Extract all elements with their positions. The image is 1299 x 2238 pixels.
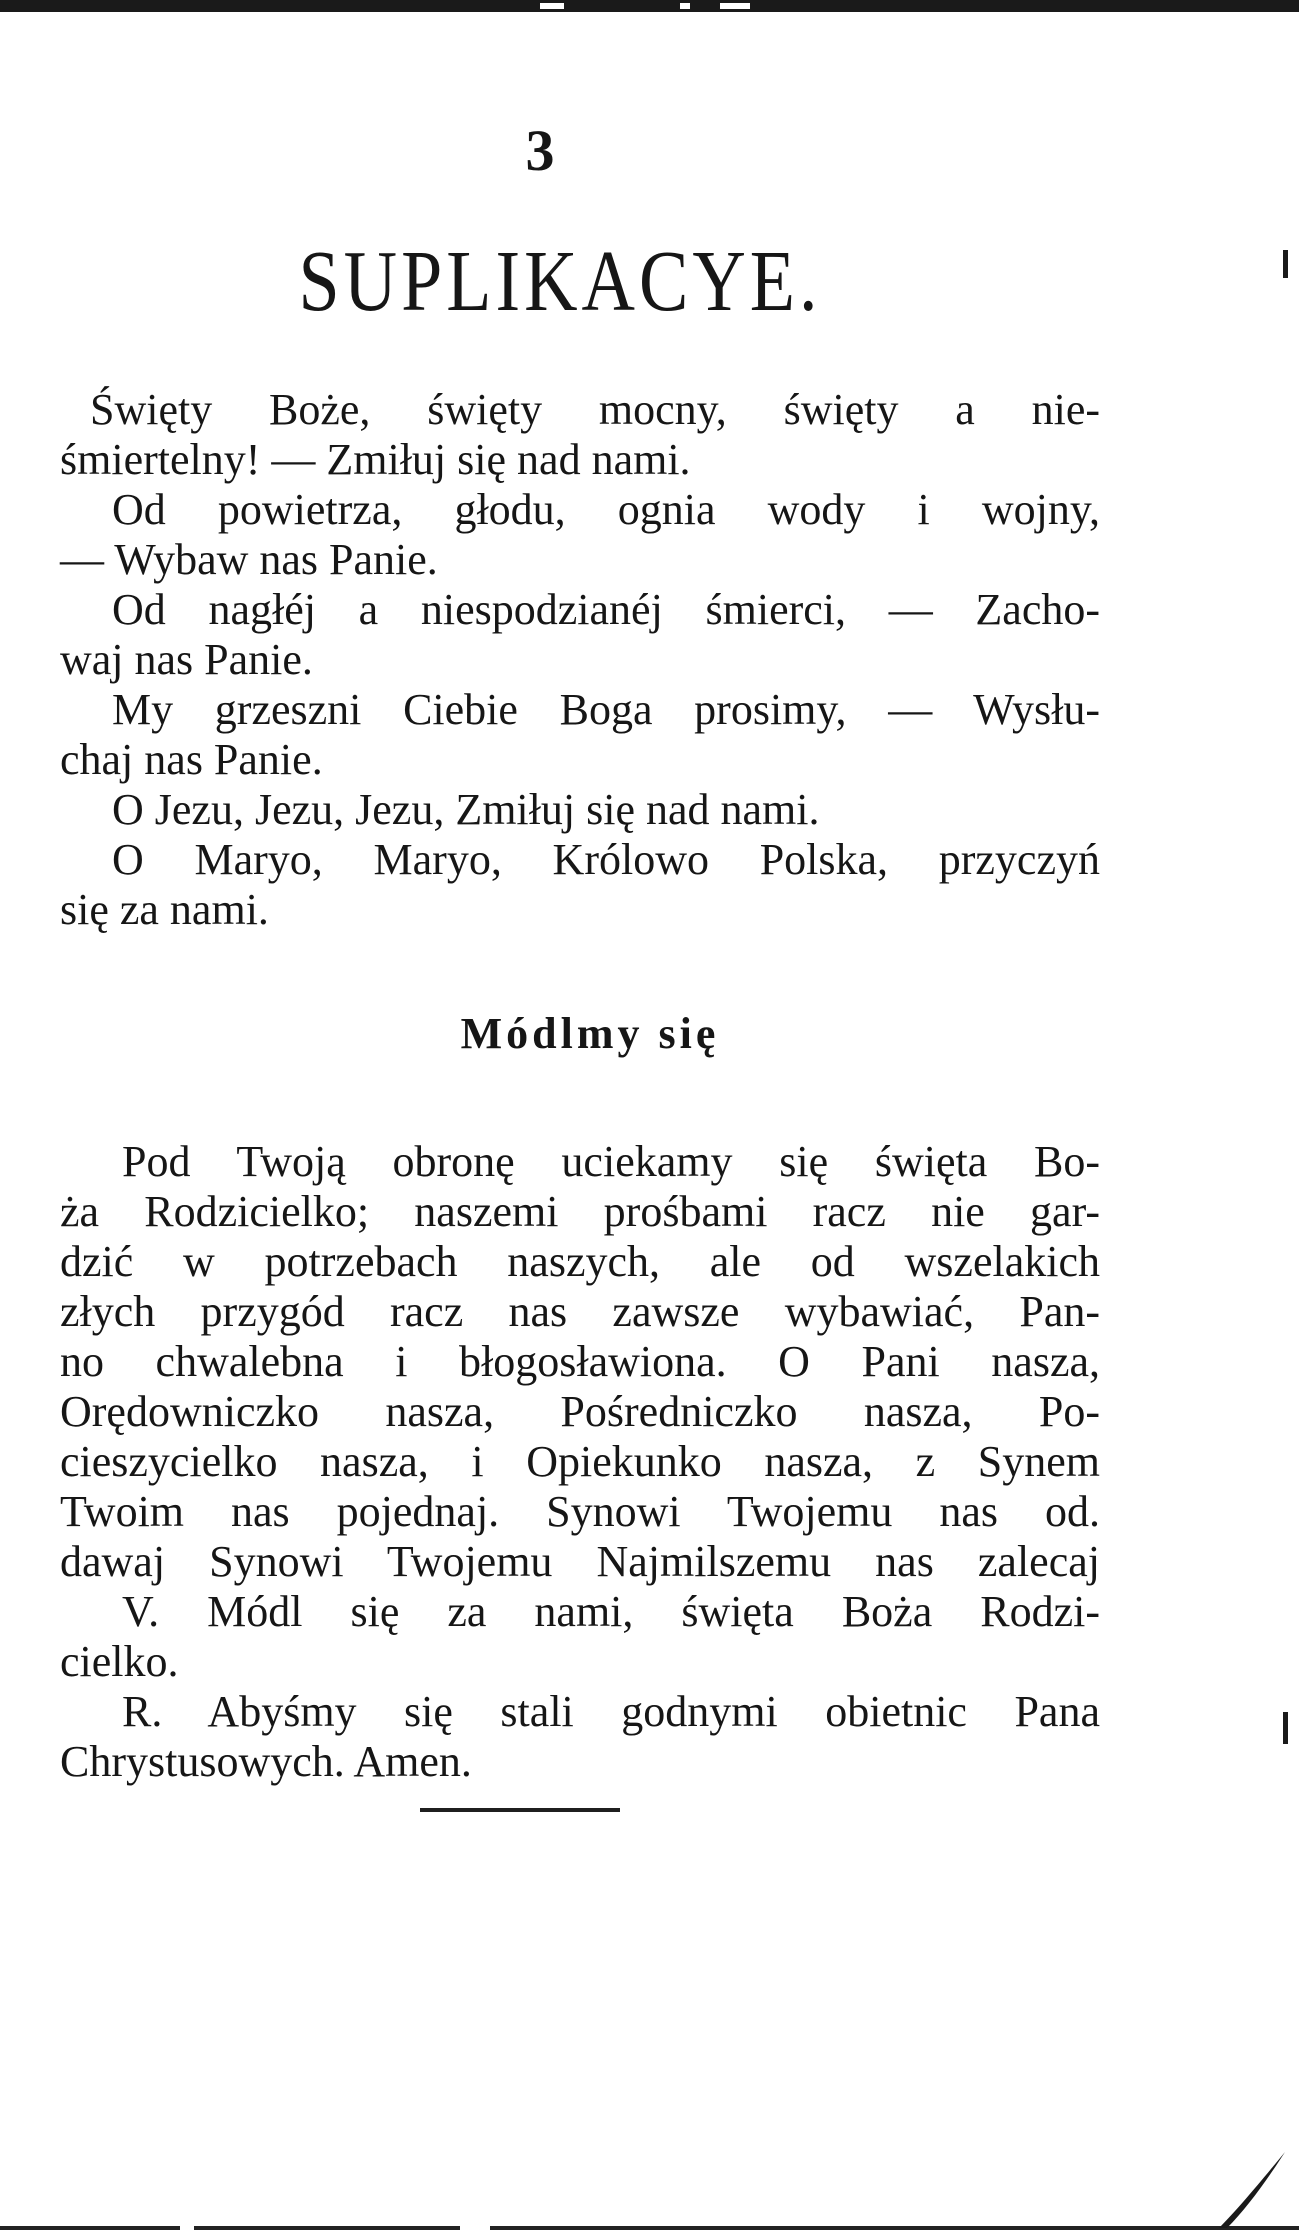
text-line: Od nagłéj a niespodzianéj śmierci, — Zacho- [112,585,1100,634]
margin-mark [1283,1712,1288,1744]
text-line: Od powietrza, głodu, ognia wody i wojny, [112,485,1100,534]
text-line: My grzeszni Ciebie Boga prosimy, — Wysłu- [112,685,1100,734]
text-line: się za nami. [60,885,269,934]
end-rule [420,1808,620,1812]
text-line: V. Módl się za nami, święta Boża Rodzi- [122,1587,1100,1636]
text-line: R. Abyśmy się stali godnymi obietnic Pana [122,1687,1100,1736]
text-line: śmiertelny! — Zmiłuj się nad nami. [60,435,691,484]
margin-mark [1283,250,1288,278]
text-line: złych przygód racz nas zawsze wybawiać, Pan- [60,1287,1100,1336]
text-line: Twoim nas pojednaj. Synowi Twojemu nas od. [60,1487,1100,1536]
bottom-border-rule [0,2226,1299,2230]
text-line: no chwalebna i błogosławiona. O Pani nasza, [60,1337,1100,1386]
top-border-gap [720,3,750,9]
text-line: Chrystusowych. Amen. [60,1737,472,1786]
text-line: cielko. [60,1637,179,1686]
text-line: — Wybaw nas Panie. [60,535,438,584]
top-border-gap [540,3,564,9]
text-line: cieszycielko nasza, i Opiekunko nasza, z Synem [60,1437,1100,1486]
top-border-gap [680,3,690,9]
text-line: dzić w potrzebach naszych, ale od wszelakich [60,1237,1100,1286]
text-line: Święty Boże, święty mocny, święty a nie- [90,385,1100,434]
top-border-rule [0,0,1299,12]
text-line: O Maryo, Maryo, Królowo Polska, przyczyń [112,835,1100,884]
text-line: Orędowniczko nasza, Pośredniczko nasza, Po- [60,1387,1100,1436]
bottom-border-gap [460,2226,490,2230]
text-line: O Jezu, Jezu, Jezu, Zmiłuj się nad nami. [112,785,820,834]
section-title: SUPLIKACYE. [298,233,822,331]
flourish-ornament [1217,2150,1287,2230]
text-line: Pod Twoją obronę uciekamy się święta Bo- [122,1137,1100,1186]
bottom-border-gap [180,2226,194,2230]
text-line: ża Rodzicielko; naszemi prośbami racz nie gar- [60,1187,1100,1236]
text-line: waj nas Panie. [60,635,313,684]
text-line: dawaj Synowi Twojemu Najmilszemu nas zalecaj [60,1537,1100,1586]
text-line: chaj nas Panie. [60,735,323,784]
page-number: 3 [525,118,555,183]
prayer-title: Módlmy się [460,1009,720,1058]
